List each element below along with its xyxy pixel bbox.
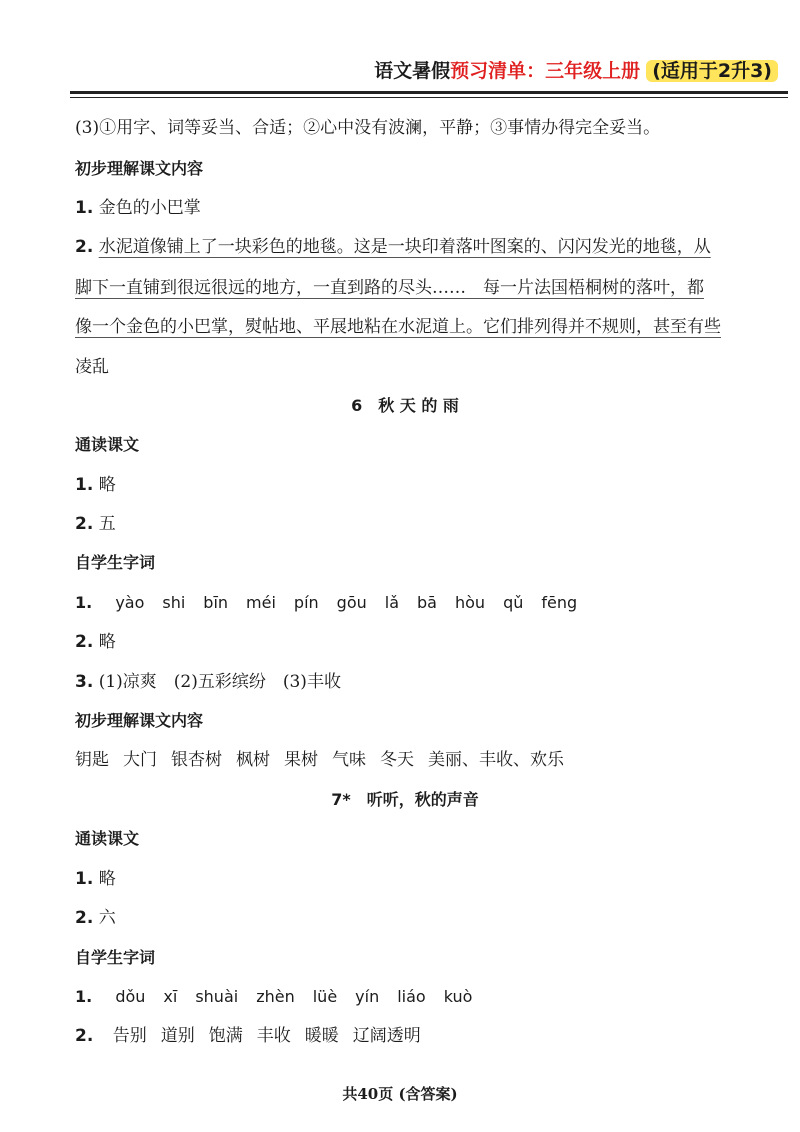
section-heading: 初步理解课文内容 bbox=[75, 711, 204, 730]
item-number: 1. bbox=[75, 475, 94, 495]
item-number: 2. bbox=[75, 908, 94, 928]
answer-line bbox=[75, 985, 490, 1009]
header-title-highlight: (适用于2升3) bbox=[646, 60, 778, 82]
pinyin-word: shi bbox=[162, 593, 186, 612]
pinyin-word: yào bbox=[115, 593, 145, 612]
answer-line bbox=[75, 235, 711, 259]
lesson-title: 6 秋 天 的 雨 bbox=[351, 396, 459, 415]
answer-line bbox=[75, 670, 341, 694]
answer-line bbox=[75, 630, 116, 654]
pinyin-word: lüè bbox=[312, 987, 338, 1006]
item-number: 2. bbox=[75, 1026, 94, 1046]
answer-line bbox=[75, 867, 116, 891]
answer-word: 美丽、丰收、欢乐 bbox=[428, 750, 564, 770]
page-footer: 共40页 (含答案) bbox=[342, 1085, 458, 1103]
answer-line bbox=[75, 473, 116, 497]
item-number: 1. bbox=[75, 987, 93, 1006]
item-text: 略 bbox=[98, 632, 116, 652]
item-number: 2. bbox=[75, 514, 94, 534]
pinyin-word: qǔ bbox=[503, 593, 524, 612]
answer-word: 钥匙 bbox=[75, 750, 109, 770]
pinyin-word: kuò bbox=[443, 987, 473, 1006]
section-heading: 初步理解课文内容 bbox=[75, 159, 204, 178]
item-number: 1. bbox=[75, 198, 94, 218]
pinyin-word: zhèn bbox=[256, 987, 295, 1006]
item-number: 2. bbox=[75, 237, 94, 257]
header-rule-thin bbox=[70, 97, 788, 98]
item-text: 六 bbox=[98, 908, 116, 928]
lesson-title: 7* 听听，秋的声音 bbox=[331, 790, 479, 809]
header-title-part-2: 预习清单：三年级上册 bbox=[450, 60, 641, 82]
answer-line: (3)①用字、词等妥当、合适；②心中没有波澜，平静；③事情办得完全妥当。 bbox=[75, 118, 661, 138]
section-heading: 通读课文 bbox=[75, 829, 140, 848]
pinyin-word: gōu bbox=[336, 593, 367, 612]
answer-line bbox=[75, 315, 721, 339]
item-text: 金色的小巴掌 bbox=[98, 198, 201, 218]
pinyin-word: shuài bbox=[195, 987, 239, 1006]
answer-line bbox=[75, 512, 116, 536]
answer-word: 银杏树 bbox=[171, 750, 222, 770]
pinyin-word: bā bbox=[417, 593, 437, 612]
pinyin-word: pín bbox=[293, 593, 319, 612]
answer-word: 果树 bbox=[284, 750, 318, 770]
item-text: 五 bbox=[98, 514, 116, 534]
answer-word: 枫树 bbox=[236, 750, 270, 770]
pinyin-word: lǎ bbox=[384, 593, 400, 612]
pinyin-word: yín bbox=[355, 987, 380, 1006]
item-text: (1)凉爽 (2)五彩缤纷 (3)丰收 bbox=[98, 672, 341, 692]
answer-word: 大门 bbox=[123, 750, 157, 770]
item-number: 2. bbox=[75, 632, 94, 652]
answer-line bbox=[75, 276, 704, 300]
pinyin-word: xī bbox=[163, 987, 178, 1006]
answer-word: 道别 bbox=[160, 1026, 195, 1046]
item-number: 1. bbox=[75, 869, 94, 889]
answer-line bbox=[75, 906, 116, 930]
answer-line bbox=[75, 591, 595, 615]
answer-word: 暖暖 bbox=[304, 1026, 339, 1046]
item-text: 像一个金色的小巴掌，熨帖地、平展地粘在水泥道上。它们排列得并不规则，甚至有些 bbox=[75, 317, 721, 337]
item-text: 脚下一直铺到很远很远的地方，一直到路的尽头…… 每一片法国梧桐树的落叶，都 bbox=[75, 278, 704, 298]
item-number: 3. bbox=[75, 672, 94, 692]
answer-word: 冬天 bbox=[380, 750, 414, 770]
header-rule-thick bbox=[70, 91, 788, 94]
answer-line bbox=[75, 196, 201, 220]
item-number: 1. bbox=[75, 593, 93, 612]
answer-word: 告别 bbox=[112, 1026, 147, 1046]
pinyin-word: hòu bbox=[454, 593, 486, 612]
item-text: 水泥道像铺上了一块彩色的地毯。这是一块印着落叶图案的、闪闪发光的地毯，从 bbox=[98, 237, 711, 257]
pinyin-word: méi bbox=[246, 593, 276, 612]
answer-word: 丰收 bbox=[256, 1026, 291, 1046]
pinyin-word: fēng bbox=[541, 593, 578, 612]
section-heading: 自学生字词 bbox=[75, 553, 156, 572]
pinyin-word: bīn bbox=[203, 593, 229, 612]
section-heading: 通读课文 bbox=[75, 435, 140, 454]
pinyin-word: liáo bbox=[397, 987, 426, 1006]
answer-word: 辽阔透明 bbox=[352, 1026, 421, 1046]
item-text: 略 bbox=[98, 869, 116, 889]
answer-line bbox=[75, 1024, 435, 1048]
answer-line: 凌乱 bbox=[75, 357, 109, 377]
header-title-part-1: 语文暑假 bbox=[374, 60, 451, 82]
pinyin-word: dǒu bbox=[115, 987, 146, 1006]
section-heading: 自学生字词 bbox=[75, 948, 156, 967]
answer-word: 饱满 bbox=[208, 1026, 243, 1046]
item-text: 略 bbox=[98, 475, 116, 495]
answer-line bbox=[75, 748, 578, 772]
answer-word: 气味 bbox=[332, 750, 366, 770]
page-header-title bbox=[374, 58, 778, 84]
